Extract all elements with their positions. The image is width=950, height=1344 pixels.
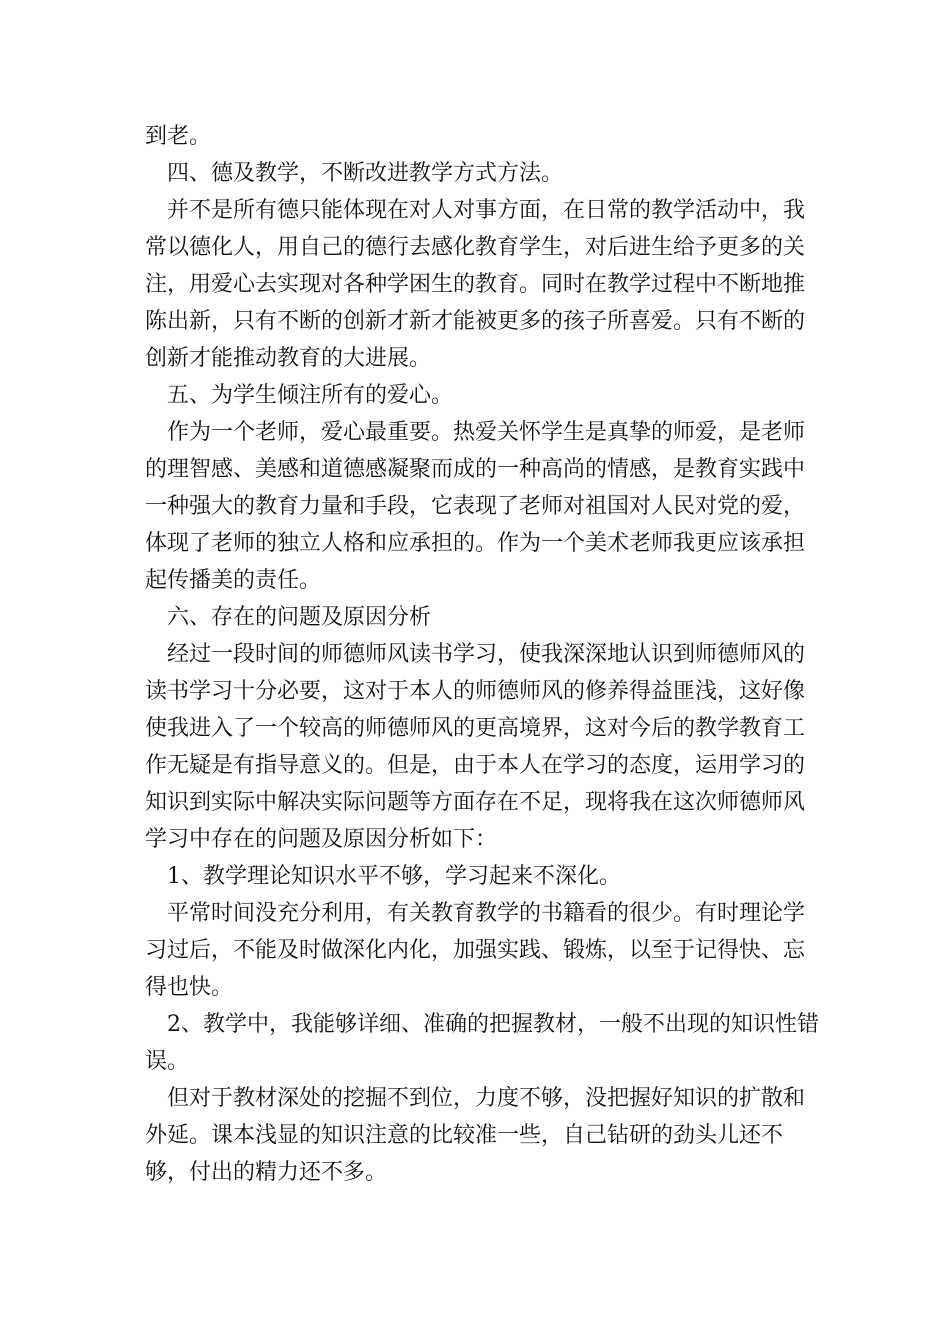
section-heading-5: 五、为学生倾注所有的爱心。 [167, 383, 454, 408]
section-heading-6: 六、存在的问题及原因分析 [167, 605, 432, 630]
paragraph: 作为一个老师，爱心最重要。热爱关怀学生是真挚的师爱，是老师的理智感、美感和道德感凝聚而成的一种高尚的情感，是教育实践中一种强大的教育力量和手段，它表现了老师对祖国对人民对党的爱，体现了老师的独立人格和应承担的。作为一个美术老师我更应该承担起传播美的责任。 [145, 420, 806, 593]
paragraph: 并不是所有德只能体现在对人对事方面，在日常的教学活动中，我常以德化人，用自己的德行去感化教育学生，对后进生给予更多的关注，用爱心去实现对各种学困生的教育。同时在教学过程中不断地推陈出新，只有不断的创新才新才能被更多的孩子所喜爱。只有不断的创新才能推动教育的大进展。 [145, 198, 806, 371]
subheading-1: 1、教学理论知识水平不够，学习起来不深化。 [167, 864, 621, 889]
paragraph: 但对于教材深处的挖掘不到位，力度不够，没把握好知识的扩散和外延。课本浅显的知识注意的比较准一些，自己钻研的劲头儿还不够，付出的精力还不多。 [145, 1086, 806, 1185]
document-body [145, 118, 825, 1191]
subheading-2: 2、教学中，我能够详细、准确的把握教材，一般不出现的知识性错误。 [145, 1012, 819, 1074]
section-heading-4: 四、德及教学，不断改进教学方式方法。 [167, 161, 564, 186]
paragraph: 平常时间没充分利用，有关教育教学的书籍看的很少。有时理论学习过后，不能及时做深化内化，加强实践、锻炼，以至于记得快、忘得也快。 [145, 901, 806, 1000]
paragraph-continuation: 到老。 [145, 124, 212, 149]
paragraph: 经过一段时间的师德师风读书学习，使我深深地认识到师德师风的读书学习十分必要，这对于本人的师德师风的修养得益匪浅，这好像使我进入了一个较高的师德师风的更高境界，这对今后的教学教育工作无疑是有指导意义的。但是，由于本人在学习的态度，运用学习的知识到实际中解决实际问题等方面存在不足，现将我在这次师德师风学习中存在的问题及原因分析如下： [145, 642, 806, 852]
